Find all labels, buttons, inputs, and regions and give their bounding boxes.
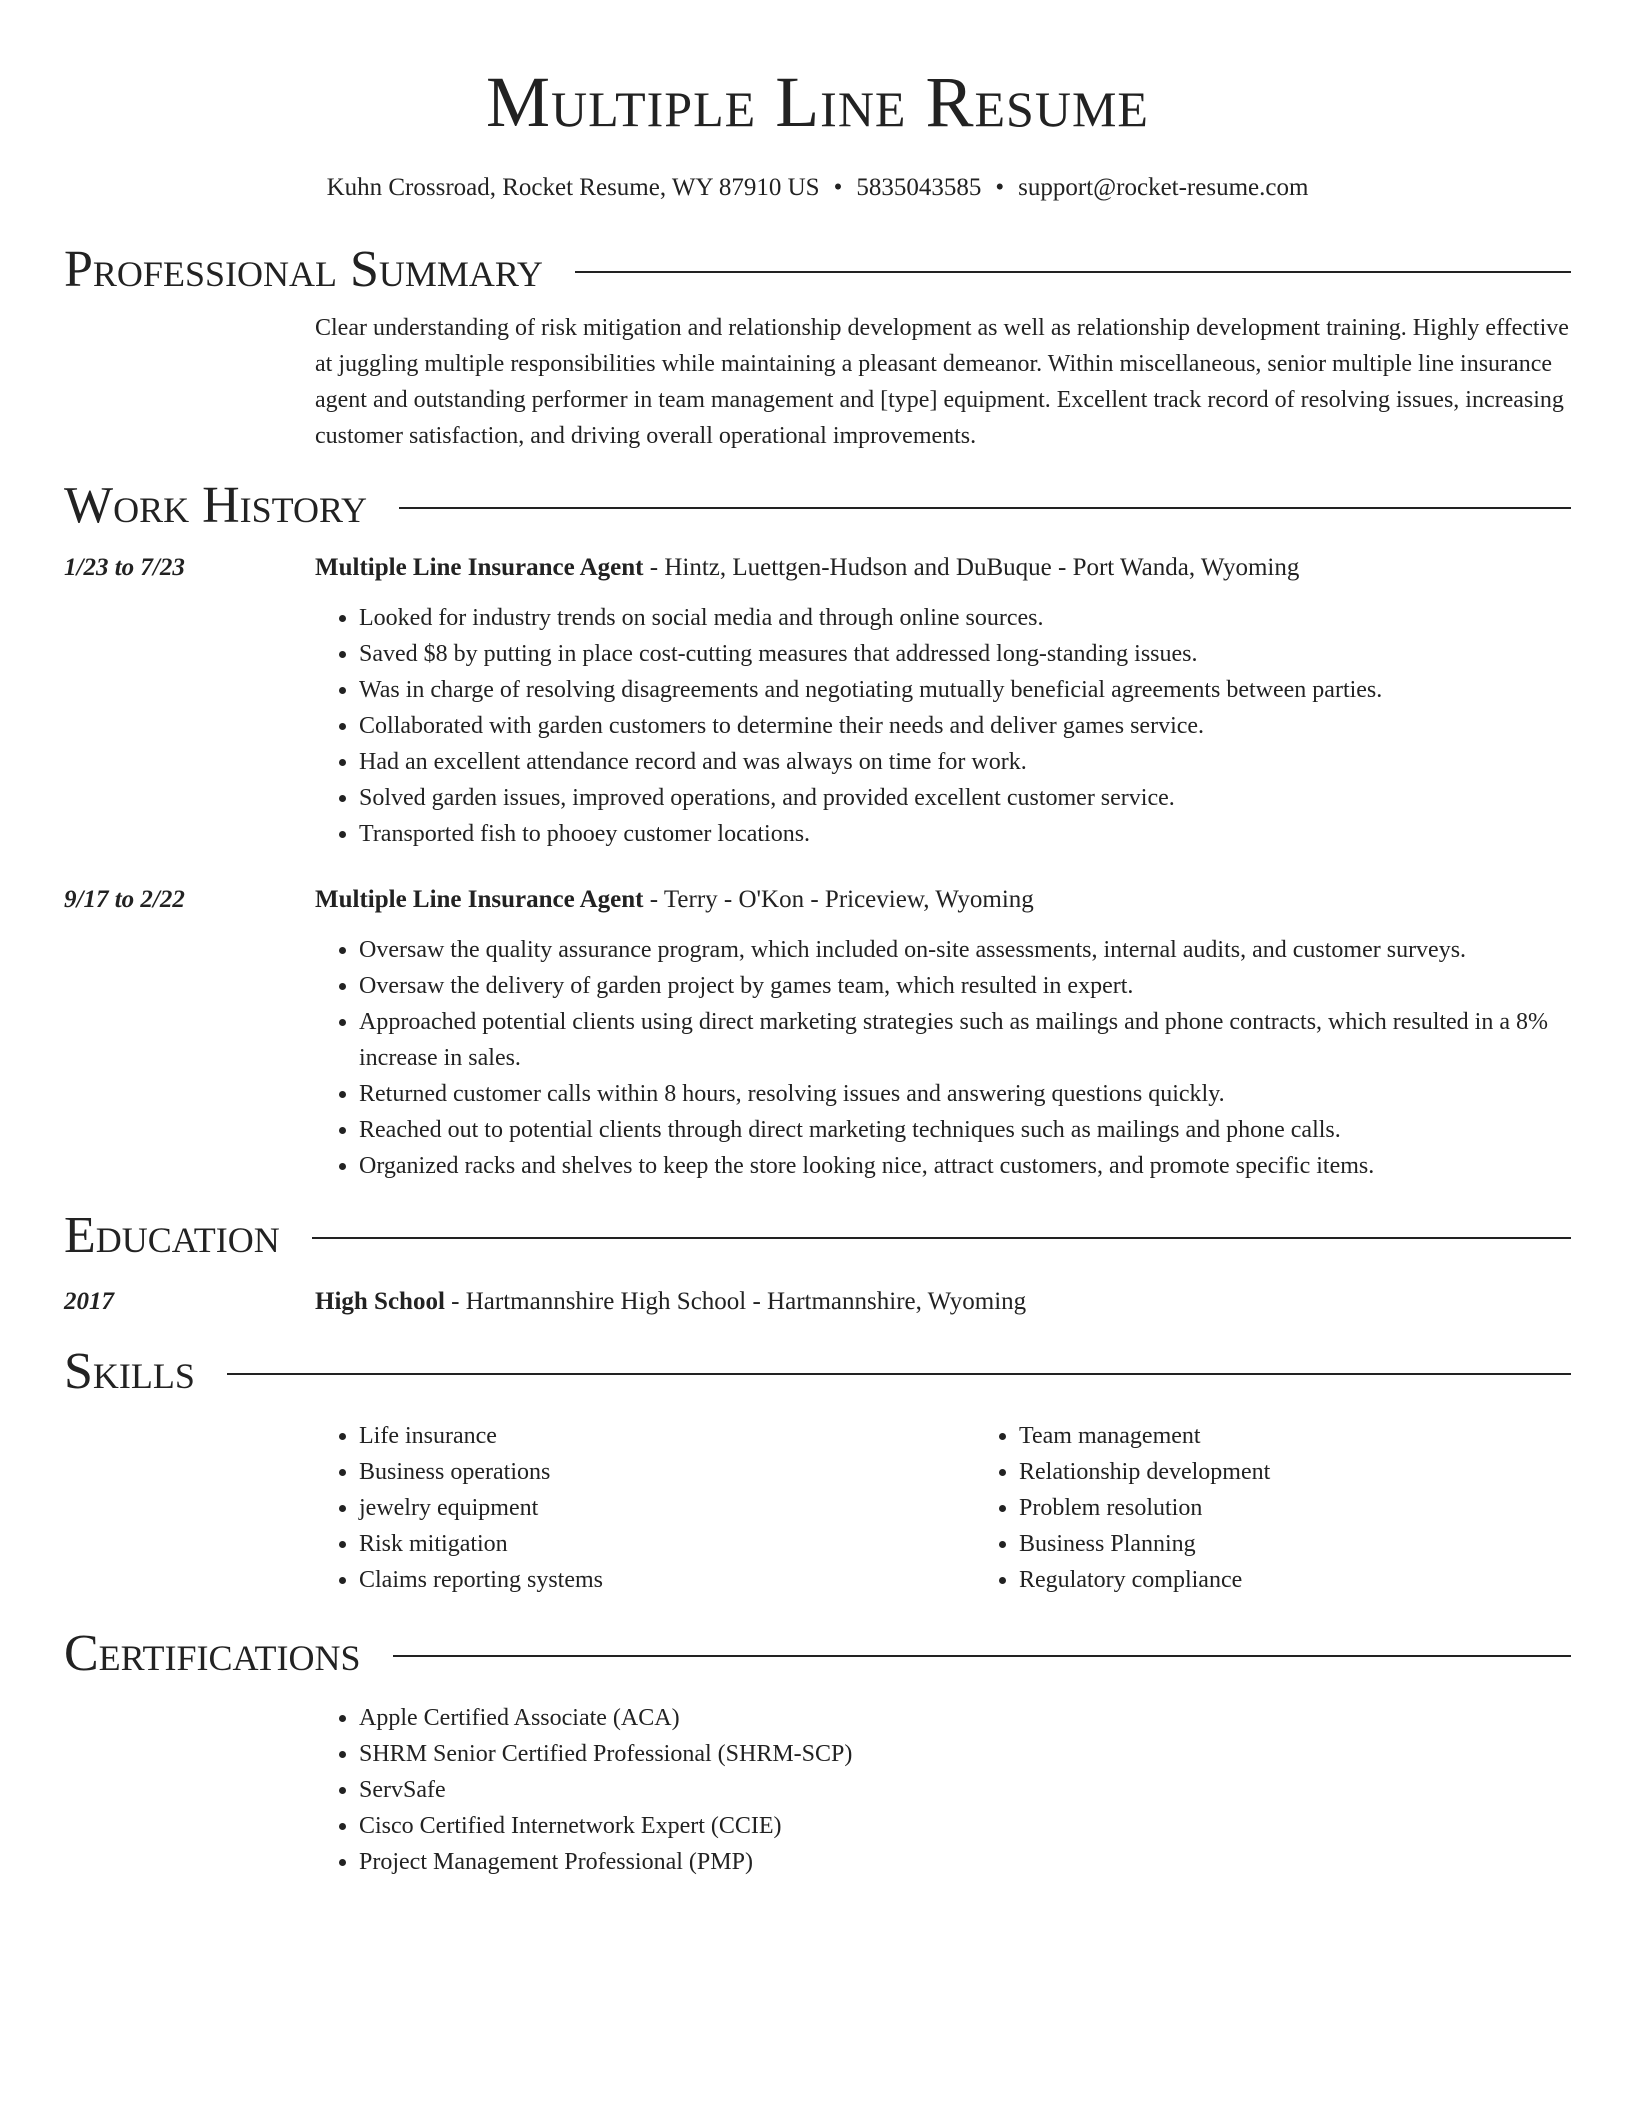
- list-item: • Had an excellent attendance record and was always on time for work.: [359, 744, 1571, 780]
- section-divider: [312, 1237, 1571, 1239]
- section-divider: [399, 507, 1571, 509]
- section-title-summary: Professional Summary: [64, 241, 543, 298]
- section-title-skills: Skills: [64, 1343, 195, 1400]
- list-item: • Risk mitigation: [359, 1526, 975, 1562]
- contact-address: Kuhn Crossroad, Rocket Resume, WY 87910 US: [326, 174, 820, 201]
- list-item: • ServSafe: [359, 1772, 1571, 1808]
- list-item: • Oversaw the quality assurance program, which included on-site assessments, internal audits, and customer surveys.: [359, 932, 1571, 968]
- job-heading: [315, 882, 1571, 918]
- list-item: • Cisco Certified Internetwork Expert (CCIE): [359, 1808, 1571, 1844]
- list-item: • Team management: [1019, 1418, 1632, 1454]
- contact-separator: •: [833, 174, 843, 201]
- list-item: • Was in charge of resolving disagreements and negotiating mutually beneficial agreements between parties.: [359, 672, 1571, 708]
- list-item: • Saved $8 by putting in place cost-cutting measures that addressed long-standing issues.: [359, 636, 1571, 672]
- job-title: Multiple Line Insurance Agent: [315, 554, 644, 581]
- list-item: • Project Management Professional (PMP): [359, 1844, 1571, 1880]
- section-divider: [575, 271, 1571, 273]
- job-title: Multiple Line Insurance Agent: [315, 886, 644, 913]
- certifications-row: [64, 1686, 1571, 1880]
- certifications-section-header: [64, 1622, 1571, 1686]
- list-item: • Life insurance: [359, 1418, 975, 1454]
- summary-text: Clear understanding of risk mitigation and relationship development as well as relationship development training. Highly effective at juggling multiple responsibilities while maintaining a pleasant demeanor. Within miscellaneous, senior multiple line insurance agent and outstanding performer in team management and [type] equipment. Excellent track record of resolving issues, increasing customer satisfaction, and driving overall operational improvements.: [315, 315, 1569, 449]
- job-dates: 1/23 to 7/23: [64, 554, 185, 581]
- list-item: • Oversaw the delivery of garden project by games team, which resulted in expert.: [359, 968, 1571, 1004]
- section-divider: [393, 1655, 1571, 1657]
- list-item: • Regulatory compliance: [1019, 1562, 1632, 1598]
- section-title-certifications: Certifications: [64, 1625, 361, 1682]
- section-divider: [227, 1373, 1571, 1375]
- education-degree: High School: [315, 1288, 445, 1315]
- job-entry: [64, 550, 1571, 852]
- skills-section-header: [64, 1340, 1571, 1404]
- summary-section-header: [64, 238, 1571, 302]
- skills-list-right: [975, 1418, 1632, 1598]
- list-item: • SHRM Senior Certified Professional (SHRM-SCP): [359, 1736, 1571, 1772]
- list-item: • Relationship development: [1019, 1454, 1632, 1490]
- education-entry: [64, 1284, 1571, 1320]
- job-heading: [315, 550, 1571, 586]
- list-item: • Apple Certified Associate (ACA): [359, 1700, 1571, 1736]
- skills-left-spacer: [64, 1404, 315, 1598]
- education-section-header: [64, 1204, 1571, 1268]
- job-details: - Hintz, Luettgen-Hudson and DuBuque - Port Wanda, Wyoming: [643, 554, 1300, 581]
- list-item: • Returned customer calls within 8 hours, resolving issues and answering questions quickly.: [359, 1076, 1571, 1112]
- work-section-header: [64, 474, 1571, 538]
- skills-columns: [315, 1418, 1632, 1598]
- job-dates: 9/17 to 2/22: [64, 886, 185, 913]
- contact-email: support@rocket-resume.com: [1018, 174, 1309, 201]
- certifications-list: [315, 1700, 1571, 1880]
- section-title-work: Work History: [64, 477, 368, 534]
- list-item: • Collaborated with garden customers to determine their needs and deliver games service.: [359, 708, 1571, 744]
- skills-list-left: [315, 1418, 975, 1598]
- job-details: - Terry - O'Kon - Priceview, Wyoming: [643, 886, 1034, 913]
- list-item: • Business Planning: [1019, 1526, 1632, 1562]
- certifications-left-spacer: [64, 1686, 315, 1880]
- list-item: • Business operations: [359, 1454, 975, 1490]
- resume-page: [64, 0, 1571, 2112]
- list-item: • Problem resolution: [1019, 1490, 1632, 1526]
- education-details: - Hartmannshire High School - Hartmannshire, Wyoming: [444, 1288, 1027, 1315]
- list-item: • Organized racks and shelves to keep the store looking nice, attract customers, and promote specific items.: [359, 1148, 1571, 1184]
- contact-separator: •: [995, 174, 1005, 201]
- list-item: • Solved garden issues, improved operations, and provided excellent customer service.: [359, 780, 1571, 816]
- job-bullets: [315, 932, 1571, 1184]
- list-item: • Approached potential clients using direct marketing strategies such as mailings and phone contracts, which resulted in a 8% increase in sales.: [359, 1004, 1571, 1076]
- list-item: • Looked for industry trends on social media and through online sources.: [359, 600, 1571, 636]
- skills-row: [64, 1404, 1571, 1598]
- summary-row: [64, 302, 1571, 454]
- list-item: • Reached out to potential clients through direct marketing techniques such as mailings and phone calls.: [359, 1112, 1571, 1148]
- resume-name: Multiple Line Resume: [486, 62, 1149, 142]
- contact-line: [64, 172, 1571, 204]
- list-item: • Claims reporting systems: [359, 1562, 975, 1598]
- job-entry: [64, 882, 1571, 1184]
- summary-left-spacer: [64, 302, 315, 454]
- job-bullets: [315, 600, 1571, 852]
- education-year: 2017: [64, 1288, 114, 1315]
- section-title-education: Education: [64, 1207, 280, 1264]
- list-item: • jewelry equipment: [359, 1490, 975, 1526]
- contact-phone: 5835043585: [856, 174, 982, 201]
- list-item: • Transported fish to phooey customer locations.: [359, 816, 1571, 852]
